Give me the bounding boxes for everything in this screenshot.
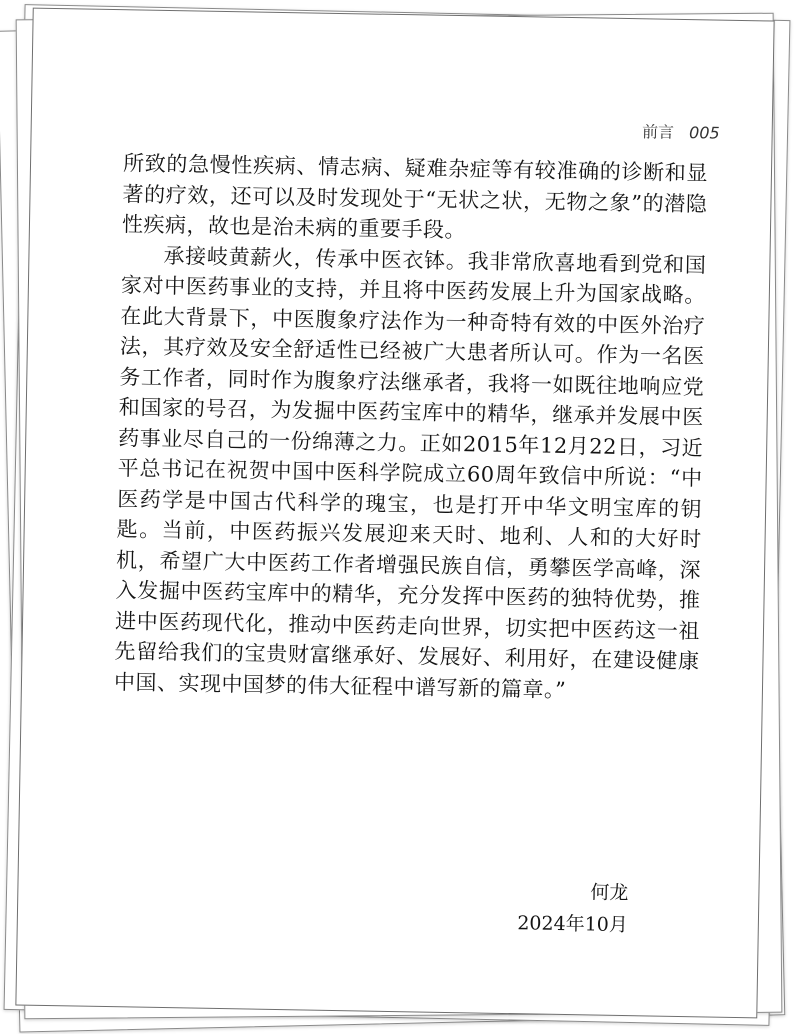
document-page [15, 8, 774, 1019]
running-header [642, 119, 720, 143]
paragraph-continued: 所致的急慢性疾病、情志病、疑难杂症等有较准确的诊断和显著的疗效，还可以及时发现处于“无状之状，无物之象”的潜隐性疾病，故也是治未病的重要手段。 [121, 151, 709, 243]
signature-date: 2024年10月 [517, 912, 629, 937]
paragraph-main: 承接岐黄薪火，传承中医衣钵。我非常欣喜地看到党和国家对中医药事业的支持，并且将中医药发展上升为国家战略。在此大背景下，中医腹象疗法作为一种奇特有效的中医外治疗法，其疗效及安全舒适性已经被广大患者所认可。作为一名医务工作者，同时作为腹象疗法继承者，我将一如既往地响应党和国家的号召，为发掘中医药宝库中的精华，继承并发展中医药事业尽自己的一份绵薄之力。正如2015年12月22日，习近平总书记在祝贺中国中医科学院成立60周年致信中所说：“中医药学是中国古代科学的瑰宝，也是打开中华文明宝库的钥匙。当前，中医药振兴发展迎来天时、地利、人和的大好时机，希望广大中医药工作者增强民族自信，勇攀医学高峰，深入发掘中医药宝库中的精华，充分发挥中医药的独特优势，推进中医药现代化，推动中医药走向世界，切实把中医药这一祖先留给我们的宝贵财富继承好、发展好、利用好，在建设健康中国、实现中国梦的伟大征程中谱写新的篇章。” [113, 243, 707, 702]
section-title: 前言 [641, 122, 675, 142]
body-text [114, 148, 708, 707]
page-number: 005 [688, 123, 720, 143]
author-name: 何龙 [590, 881, 629, 905]
signature-block [517, 875, 629, 941]
